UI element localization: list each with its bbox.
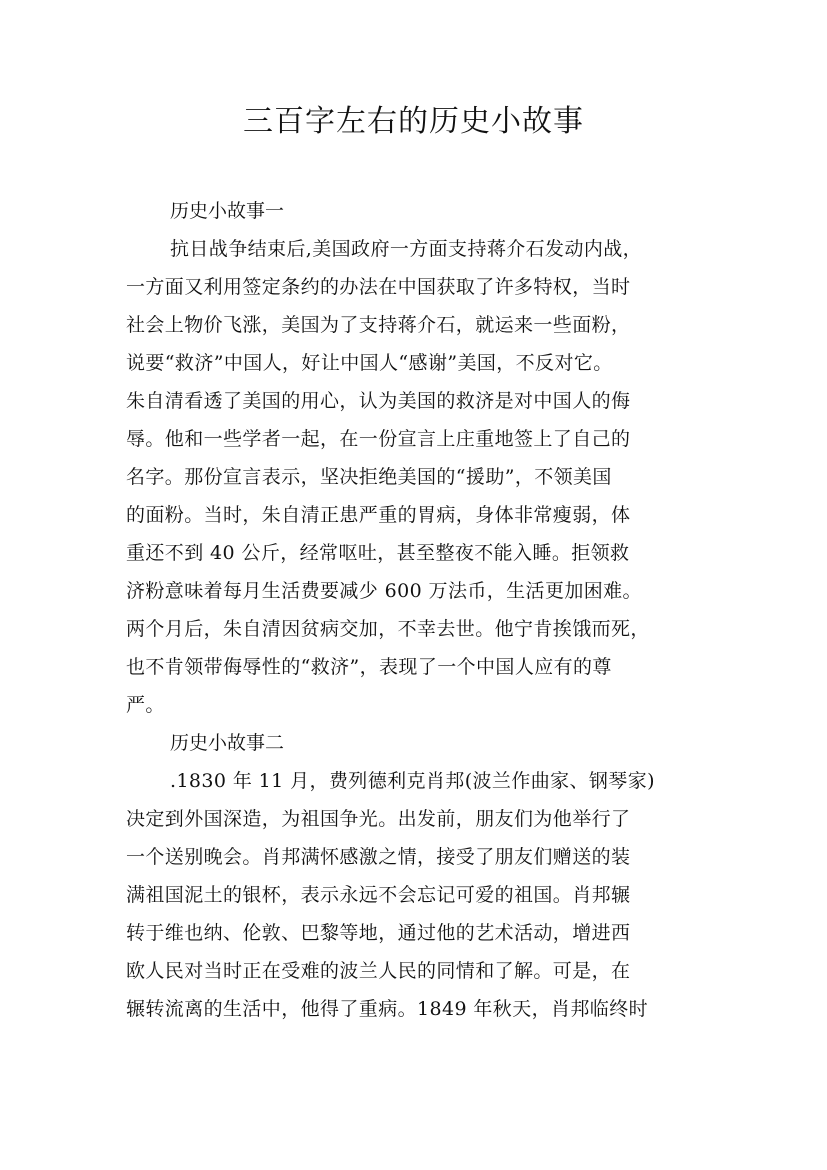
paragraph-line: 两个月后，朱自清因贫病交加，不幸去世。他宁肯挨饿而死， [126, 618, 650, 640]
paragraph-line: 的面粉。当时，朱自清正患严重的胃病，身体非常瘦弱，体 [126, 504, 631, 526]
paragraph-line: 一个送别晚会。肖邦满怀感激之情，接受了朋友们赠送的装 [126, 846, 631, 868]
paragraph-line: 重还不到 40 公斤，经常呕吐，甚至整夜不能入睡。拒领救 [126, 542, 630, 564]
paragraph-line: 朱自清看透了美国的用心，认为美国的救济是对中国人的侮 [126, 390, 631, 412]
paragraph-line: 辱。他和一些学者一起，在一份宣言上庄重地签上了自己的 [126, 428, 631, 450]
paragraph-line: 满祖国泥土的银杯，表示永远不会忘记可爱的祖国。肖邦辗 [126, 884, 631, 906]
paragraph-line: 社会上物价飞涨，美国为了支持蒋介石，就运来一些面粉， [126, 314, 631, 336]
document-title: 三百字左右的历史小故事 [243, 104, 584, 139]
paragraph-line: 欧人民对当时正在受难的波兰人民的同情和了解。可是，在 [126, 960, 631, 982]
paragraph-line: 也不肯领带侮辱性的“救济”，表现了一个中国人应有的尊 [126, 656, 612, 678]
paragraph-line: 济粉意味着每月生活费要减少 600 万法币，生活更加困难。 [126, 580, 642, 602]
story-one-heading: 历史小故事一 [170, 200, 285, 222]
paragraph-line: 说要“救济”中国人，好让中国人“感谢”美国，不反对它。 [126, 352, 613, 374]
paragraph-line: 一方面又利用签定条约的办法在中国获取了许多特权，当时 [126, 276, 631, 298]
paragraph-line: 辗转流离的生活中，他得了重病。1849 年秋天，肖邦临终时 [126, 998, 648, 1020]
story-two-heading: 历史小故事二 [170, 732, 285, 754]
paragraph-line: 抗日战争结束后,美国政府一方面支持蒋介石发动内战， [170, 238, 643, 260]
paragraph-line: 转于维也纳、伦敦、巴黎等地，通过他的艺术活动，增进西 [126, 922, 631, 944]
paragraph-line: 决定到外国深造，为祖国争光。出发前，朋友们为他举行了 [126, 808, 631, 830]
story-one [126, 192, 716, 724]
paragraph-line: 名字。那份宣言表示，坚决拒绝美国的“援助”，不领美国 [126, 466, 612, 488]
paragraph-line: 严。 [126, 694, 165, 716]
paragraph-line: .1830 年 11 月，费列德利克肖邦(波兰作曲家、钢琴家) [170, 770, 655, 792]
story-two [126, 724, 716, 1028]
